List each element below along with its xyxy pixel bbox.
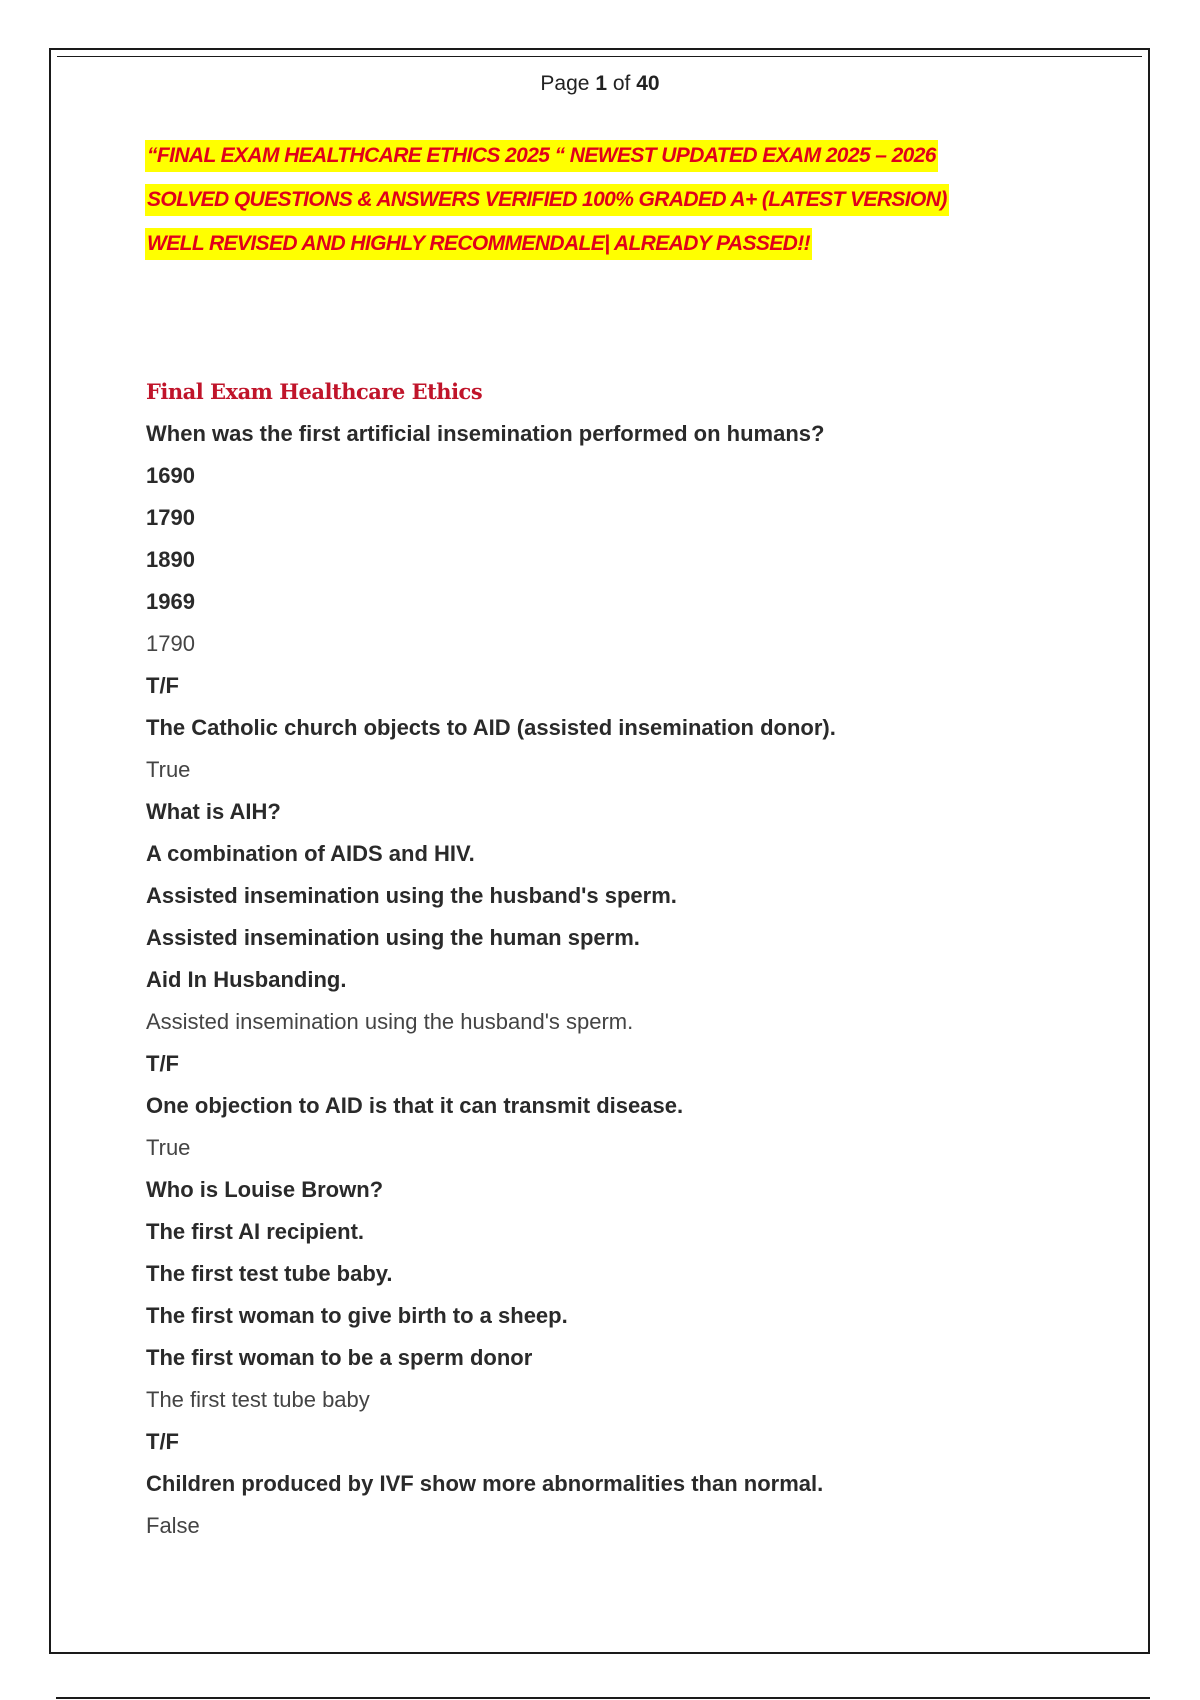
question-line: The first woman to be a sperm donor (146, 1345, 533, 1370)
page-total: 40 (636, 72, 660, 95)
question-line: 1969 (146, 589, 195, 614)
question-line: The first woman to give birth to a sheep. (146, 1303, 568, 1328)
section-title: Final Exam Healthcare Ethics (146, 379, 483, 404)
answer-line: The first test tube baby (146, 1387, 370, 1412)
question-line: 1890 (146, 547, 195, 572)
answer-line: True (146, 1135, 191, 1160)
question-line: T/F (146, 1429, 179, 1454)
question-line: A combination of AIDS and HIV. (146, 841, 475, 866)
answer-line: Assisted insemination using the husband's sperm. (146, 1009, 634, 1034)
page-current: 1 (595, 72, 607, 95)
answer-line: False (146, 1513, 200, 1538)
exam-content (146, 376, 1126, 1552)
question-line: T/F (146, 673, 179, 698)
question-line: Aid In Husbanding. (146, 967, 347, 992)
question-line: Assisted insemination using the husband's sperm. (146, 883, 677, 908)
header-rule (57, 56, 1142, 57)
question-line: 1790 (146, 505, 195, 530)
question-line: Children produced by IVF show more abnormalities than normal. (146, 1471, 824, 1496)
question-line: Who is Louise Brown? (146, 1177, 384, 1202)
page-separator: of (612, 72, 631, 95)
page-prefix: Page (540, 72, 590, 95)
page-indicator (0, 72, 1200, 96)
question-line: When was the first artificial insemination performed on humans? (146, 421, 825, 446)
highlighted-banner (145, 140, 1045, 272)
banner-line-3: WELL REVISED AND HIGHLY RECOMMENDALE| ALREADY PASSED!! (145, 228, 812, 260)
question-line: 1690 (146, 463, 195, 488)
question-list (146, 418, 1126, 1552)
banner-line-1: “FINAL EXAM HEALTHCARE ETHICS 2025 “ NEWEST UPDATED EXAM 2025 – 2026 (145, 140, 938, 172)
page-bottom-rule (56, 1697, 1150, 1699)
banner-line-2: SOLVED QUESTIONS & ANSWERS VERIFIED 100% GRADED A+ (LATEST VERSION) (145, 184, 949, 216)
question-line: The Catholic church objects to AID (assisted insemination donor). (146, 715, 836, 740)
question-line: What is AIH? (146, 799, 281, 824)
answer-line: 1790 (146, 631, 195, 656)
question-line: The first AI recipient. (146, 1219, 365, 1244)
question-line: The first test tube baby. (146, 1261, 393, 1286)
answer-line: True (146, 757, 191, 782)
question-line: Assisted insemination using the human sperm. (146, 925, 640, 950)
question-line: T/F (146, 1051, 179, 1076)
question-line: One objection to AID is that it can transmit disease. (146, 1093, 684, 1118)
